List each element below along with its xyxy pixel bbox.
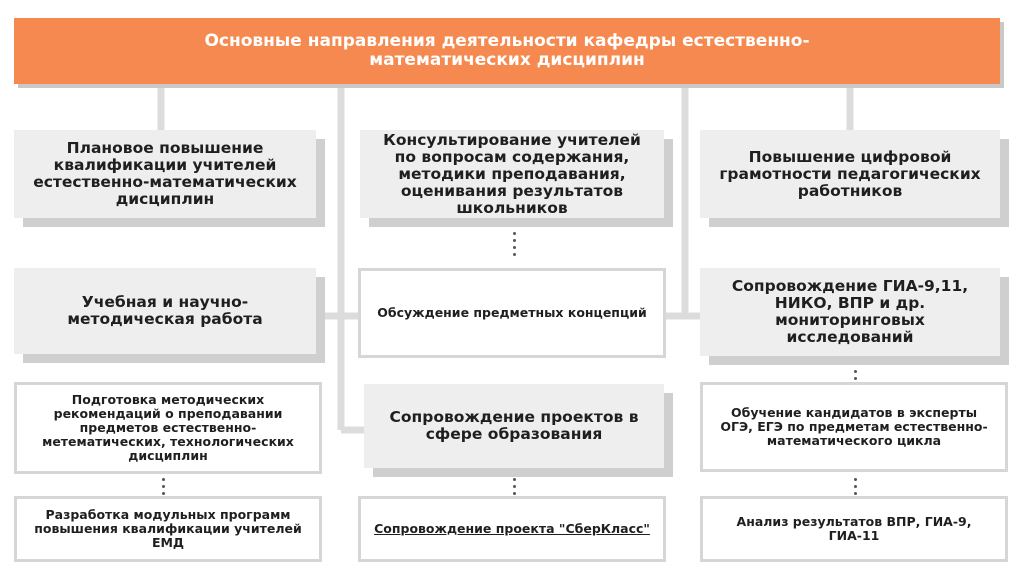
box-digital-literacy	[700, 130, 1000, 218]
box-advanced-training	[14, 130, 316, 218]
box-education-projects-text: Сопровождение проектов в сфере образования	[389, 408, 639, 443]
diagram-title-text: Основные направления деятельности кафедры естественно-математических дисциплин	[204, 31, 810, 70]
box-gia-monitoring	[700, 268, 1000, 356]
box-subject-concepts	[358, 268, 666, 358]
box-methodical-work-text: Учебная и научно-методическая работа	[67, 293, 263, 328]
box-subject-concepts-text: Обсуждение предметных концепций	[377, 305, 647, 320]
box-gia-monitoring-text: Сопровождение ГИА-9,11, НИКО, ВПР и др. мониторинговых исследований	[731, 277, 969, 346]
diagram-title	[14, 18, 1000, 84]
box-expert-training	[700, 382, 1008, 472]
box-results-analysis-text: Анализ результатов ВПР, ГИА-9, ГИА-11	[736, 514, 972, 543]
box-sberclass-project[interactable]	[358, 496, 666, 562]
box-education-projects	[364, 384, 664, 468]
box-methodical-recommendations	[14, 382, 322, 474]
sberclass-project-link[interactable]: Сопровождение проекта "СберКласс"	[374, 521, 650, 536]
box-advanced-training-text: Плановое повышение квалификации учителей естественно-математических дисциплин	[33, 139, 297, 208]
box-methodical-work	[14, 268, 316, 354]
box-results-analysis	[700, 496, 1008, 562]
box-teacher-consulting	[360, 130, 664, 218]
box-methodical-recommendations-text: Подготовка методических рекомендаций о преподавании предметов естественно-метематических, технологических дисциплин	[42, 392, 294, 463]
dotted-connector	[513, 232, 517, 256]
box-modular-programs	[14, 496, 322, 562]
box-digital-literacy-text: Повышение цифровой грамотности педагогических работников	[719, 147, 981, 200]
box-teacher-consulting-text: Консультирование учителей по вопросам содержания, методики преподавания, оценивания результатов школьников	[383, 130, 641, 217]
box-expert-training-text: Обучение кандидатов в эксперты ОГЭ, ЕГЭ по предметам естественно-математического цикла	[720, 405, 988, 448]
box-modular-programs-text: Разработка модульных программ повышения квалификации учителей ЕМД	[34, 507, 302, 550]
